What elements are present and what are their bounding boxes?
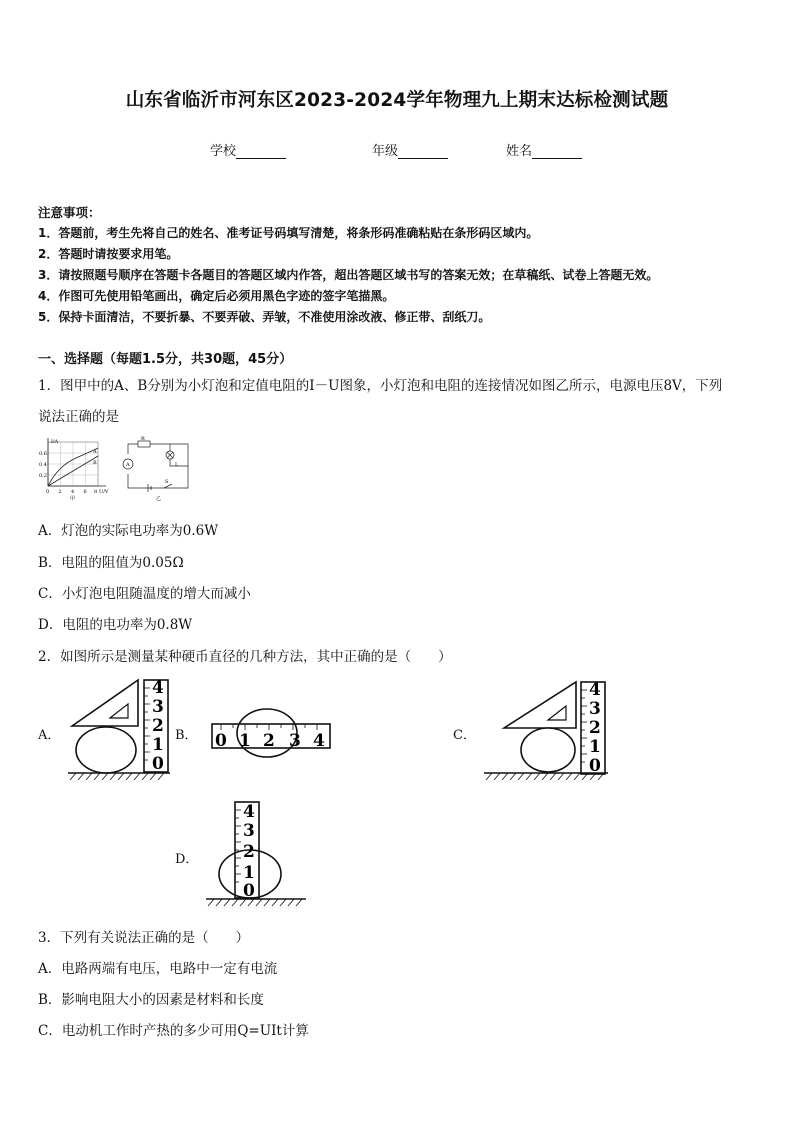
q3-option-a: A．电路两端有电压，电路中一定有电流 [38, 961, 278, 977]
section-heading: 一、选择题（每题1.5分，共30题，45分） [38, 352, 293, 367]
school-label: 学校 [210, 144, 237, 159]
ruler-digit: 4 [152, 678, 164, 698]
y-tick: 0.4 [39, 462, 47, 468]
coin [76, 727, 136, 773]
q1-figure [36, 436, 196, 502]
grade-field [372, 140, 448, 159]
iu-graph [39, 438, 109, 502]
y-tick: 0.2 [39, 473, 47, 479]
fig-b-caption: 乙 [156, 496, 162, 502]
ruler-digit: 2 [263, 731, 275, 751]
q1-stem-cont: 说法正确的是 [38, 409, 119, 425]
ruler-digit: 2 [589, 718, 601, 738]
x-tick: 8 [94, 489, 98, 495]
ruler-digit: 3 [243, 821, 255, 841]
ruler-digit: 3 [289, 731, 301, 751]
ruler-digit: 2 [243, 842, 255, 862]
ruler-digit: 3 [152, 697, 164, 717]
ruler-digit: 0 [152, 754, 164, 774]
q2-option-b-label: B． [175, 728, 198, 743]
q1-stem: 1．图甲中的A、B分别为小灯泡和定值电阻的I－U图象，小灯泡和电阻的连接情况如图乙所示，电源电压8V，下列 [38, 378, 723, 394]
grade-label: 年级 [372, 144, 399, 159]
name-field [506, 140, 582, 159]
school-blank [236, 144, 286, 159]
x-axis-label: U/V [99, 489, 109, 495]
notice-item: 1．答题前，考生先将自己的姓名、准考证号码填写清楚，将条形码准确粘贴在条形码区域内。 [38, 226, 539, 240]
ruler-digit: 0 [589, 756, 601, 776]
name-label: 姓名 [506, 144, 533, 159]
ruler-digit: 0 [243, 881, 255, 901]
q2-option-c-label: C． [453, 728, 476, 743]
q3-option-c: C．电动机工作时产热的多少可用Q=UIt计算 [38, 1023, 309, 1039]
q1-option-d: D．电阻的电功率为0.8W [38, 617, 193, 633]
notice-item: 4．作图可先使用铅笔画出，确定后必须用黑色字迹的签字笔描黑。 [38, 289, 395, 303]
q2-option-a-label: A． [38, 728, 61, 743]
page-title: 山东省临沂市河东区2023-2024学年物理九上期末达标检测试题 [125, 90, 669, 111]
q1-option-a: A．灯泡的实际电功率为0.6W [38, 523, 219, 539]
q2-option-d-figure [204, 800, 310, 912]
ruler-digit: 0 [215, 731, 227, 751]
name-blank [532, 144, 582, 159]
x-tick: 2 [58, 489, 62, 495]
fig-a-caption: 甲 [70, 496, 76, 502]
notice-item: 5．保持卡面清洁，不要折暴、不要弄破、弄皱，不准使用涂改液、修正带、刮纸刀。 [38, 310, 491, 324]
q2-option-b-figure [206, 700, 336, 762]
curve-b-label: B [93, 460, 97, 466]
x-tick: 6 [83, 489, 87, 495]
lamp-label: L [175, 462, 179, 468]
q2-stem: 2．如图所示是测量某种硬币直径的几种方法，其中正确的是（ ） [38, 649, 452, 665]
y-axis-label: I/A [51, 439, 59, 445]
resistor-label: R [141, 436, 145, 442]
ruler-digit: 4 [313, 731, 325, 751]
ruler-digit: 1 [589, 737, 601, 757]
y-tick: 0.6 [39, 451, 47, 457]
q2-option-c-figure [480, 678, 612, 786]
q2-option-a-figure [66, 676, 178, 786]
q1-option-c: C．小灯泡电阻随温度的增大而减小 [38, 586, 251, 602]
q1-option-b: B．电阻的阻值为0.05Ω [38, 555, 184, 571]
ruler-digit: 4 [243, 802, 255, 822]
set-square [72, 680, 138, 726]
ruler-digit: 4 [589, 680, 601, 700]
ruler-digit: 3 [589, 699, 601, 719]
ruler-digit: 2 [152, 716, 164, 736]
q2-option-d-label: D． [175, 852, 199, 867]
q3-option-b: B．影响电阻大小的因素是材料和长度 [38, 992, 264, 1008]
grade-blank [398, 144, 448, 159]
notice-item: 2．答题时请按要求用笔。 [38, 247, 179, 261]
x-tick: 4 [71, 489, 75, 495]
ruler-digit: 1 [243, 863, 255, 883]
switch-label: S [165, 479, 169, 485]
curve-a-label: A [93, 449, 97, 455]
ruler-digit: 1 [152, 735, 164, 755]
ammeter-label: A [126, 462, 130, 468]
school-field [210, 140, 286, 159]
set-square [504, 682, 576, 728]
coin [521, 728, 575, 772]
q3-stem: 3．下列有关说法正确的是（ ） [38, 930, 250, 946]
x-tick: 0 [46, 489, 50, 495]
ruler-digit: 1 [239, 731, 251, 751]
notice-heading: 注意事项： [38, 205, 101, 220]
notice-item: 3．请按照题号顺序在答题卡各题目的答题区域内作答，超出答题区域书写的答案无效；在草稿纸、试卷上答题无效。 [38, 268, 659, 282]
